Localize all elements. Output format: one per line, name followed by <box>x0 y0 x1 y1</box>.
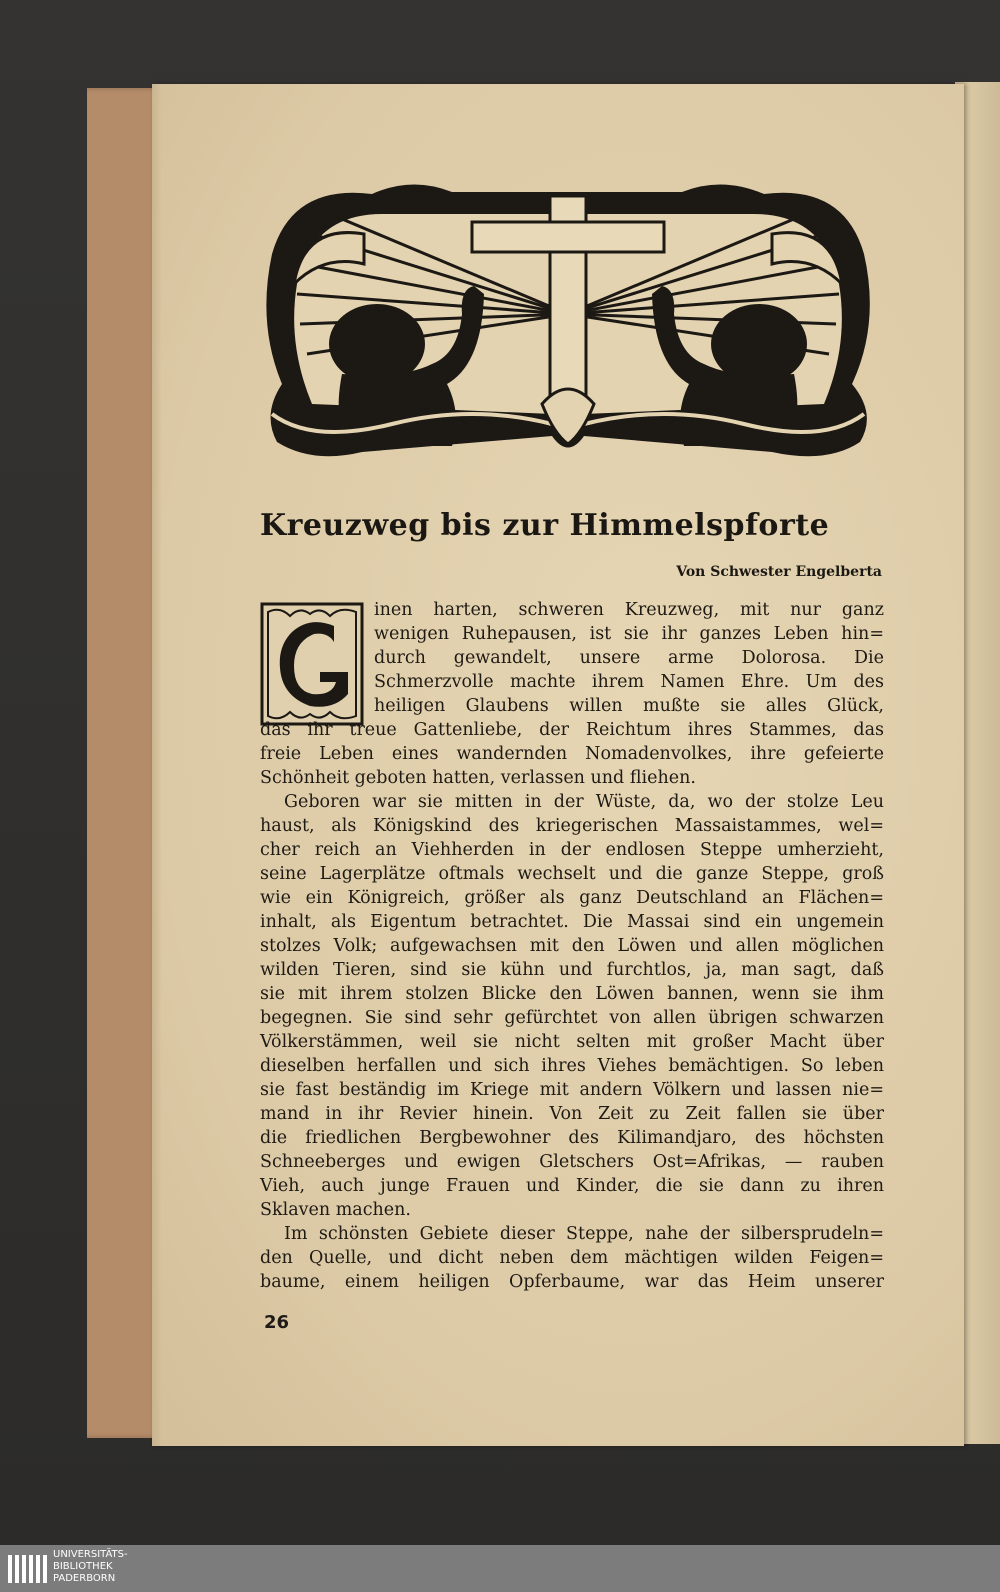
text-line: wilden Tieren, sind sie kühn und furchtlos, ja, man sagt, daß <box>260 960 884 980</box>
text-line: freie Leben eines wandernden Nomadenvolkes, ihre gefeierte <box>260 744 884 764</box>
text-line: haust, als Königskind des kriegerischen Massaistammes, wel= <box>260 816 884 836</box>
book-page <box>152 84 964 1446</box>
text-line: wie ein Königreich, größer als ganz Deutschland an Flächen= <box>260 888 884 908</box>
text-line: Im schönsten Gebiete dieser Steppe, nahe der silbersprudeln= <box>284 1224 884 1244</box>
library-logo-icon <box>6 1551 50 1587</box>
library-name-line: BIBLIOTHEK <box>53 1561 113 1572</box>
library-footer <box>0 1545 1000 1592</box>
text-line: dieselben herfallen und sich ihres Viehes bemächtigen. So leben <box>260 1056 884 1076</box>
text-line: Vieh, auch junge Frauen und Kinder, die sie dann zu ihren <box>260 1176 884 1196</box>
text-line: Sklaven machen. <box>260 1200 411 1220</box>
cross-illustration <box>252 174 884 474</box>
text-line: den Quelle, und dicht neben dem mächtigen wilden Feigen= <box>260 1248 884 1268</box>
text-line: mand in ihr Revier hinein. Von Zeit zu Zeit fallen sie über <box>260 1104 884 1124</box>
page-gutter-shadow <box>152 84 162 1446</box>
library-name-line: UNIVERSITÄTS- <box>53 1549 128 1560</box>
text-line: inen harten, schweren Kreuzweg, mit nur ganz <box>374 600 884 620</box>
page-number: 26 <box>264 1312 290 1333</box>
text-line: wenigen Ruhepausen, ist sie ihr ganzes Leben hin= <box>374 624 884 644</box>
article-title: Kreuzweg bis zur Himmelspforte <box>260 508 830 543</box>
text-line: begegnen. Sie sind sehr gefürchtet von allen übrigen schwarzen <box>260 1008 884 1028</box>
text-line: sie fast beständig im Kriege mit andern Völkern und lassen nie= <box>260 1080 884 1100</box>
text-line: Schneeberges und ewigen Gletschers Ost=Afrikas, — rauben <box>260 1152 884 1172</box>
text-line: Völkerstämmen, weil sie nicht selten mit großer Macht über <box>260 1032 884 1052</box>
text-line: die friedlichen Bergbewohner des Kilimandjaro, des höchsten <box>260 1128 884 1148</box>
text-line: Schmerzvolle machte ihrem Namen Ehre. Um des <box>374 672 884 692</box>
text-line: seine Lagerplätze oftmals wechselt und die ganze Steppe, groß <box>260 864 884 884</box>
text-line: stolzes Volk; aufgewachsen mit den Löwen und allen möglichen <box>260 936 884 956</box>
text-line: baume, einem heiligen Opferbaume, war das Heim unserer <box>260 1272 884 1292</box>
text-line: cher reich an Viehherden in der endlosen Steppe umherzieht, <box>260 840 884 860</box>
text-line: Geboren war sie mitten in der Wüste, da, wo der stolze Leu <box>284 792 884 812</box>
article-byline: Von Schwester Engelberta <box>676 564 882 580</box>
text-line: heiligen Glaubens willen mußte sie alles Glück, <box>374 696 884 716</box>
library-name <box>53 1549 128 1585</box>
library-name-line: PADERBORN <box>53 1573 116 1584</box>
text-line: durch gewandelt, unsere arme Dolorosa. Die <box>374 648 884 668</box>
text-line: inhalt, als Eigentum betrachtet. Die Massai sind ein ungemein <box>260 912 884 932</box>
drop-cap-ornament <box>260 602 364 726</box>
text-line: sie mit ihrem stolzen Blicke den Löwen bannen, wenn sie ihm <box>260 984 884 1004</box>
text-line: Schönheit geboten hatten, verlassen und fliehen. <box>260 768 696 788</box>
text-line: das ihr treue Gattenliebe, der Reichtum ihres Stammes, das <box>260 720 884 740</box>
